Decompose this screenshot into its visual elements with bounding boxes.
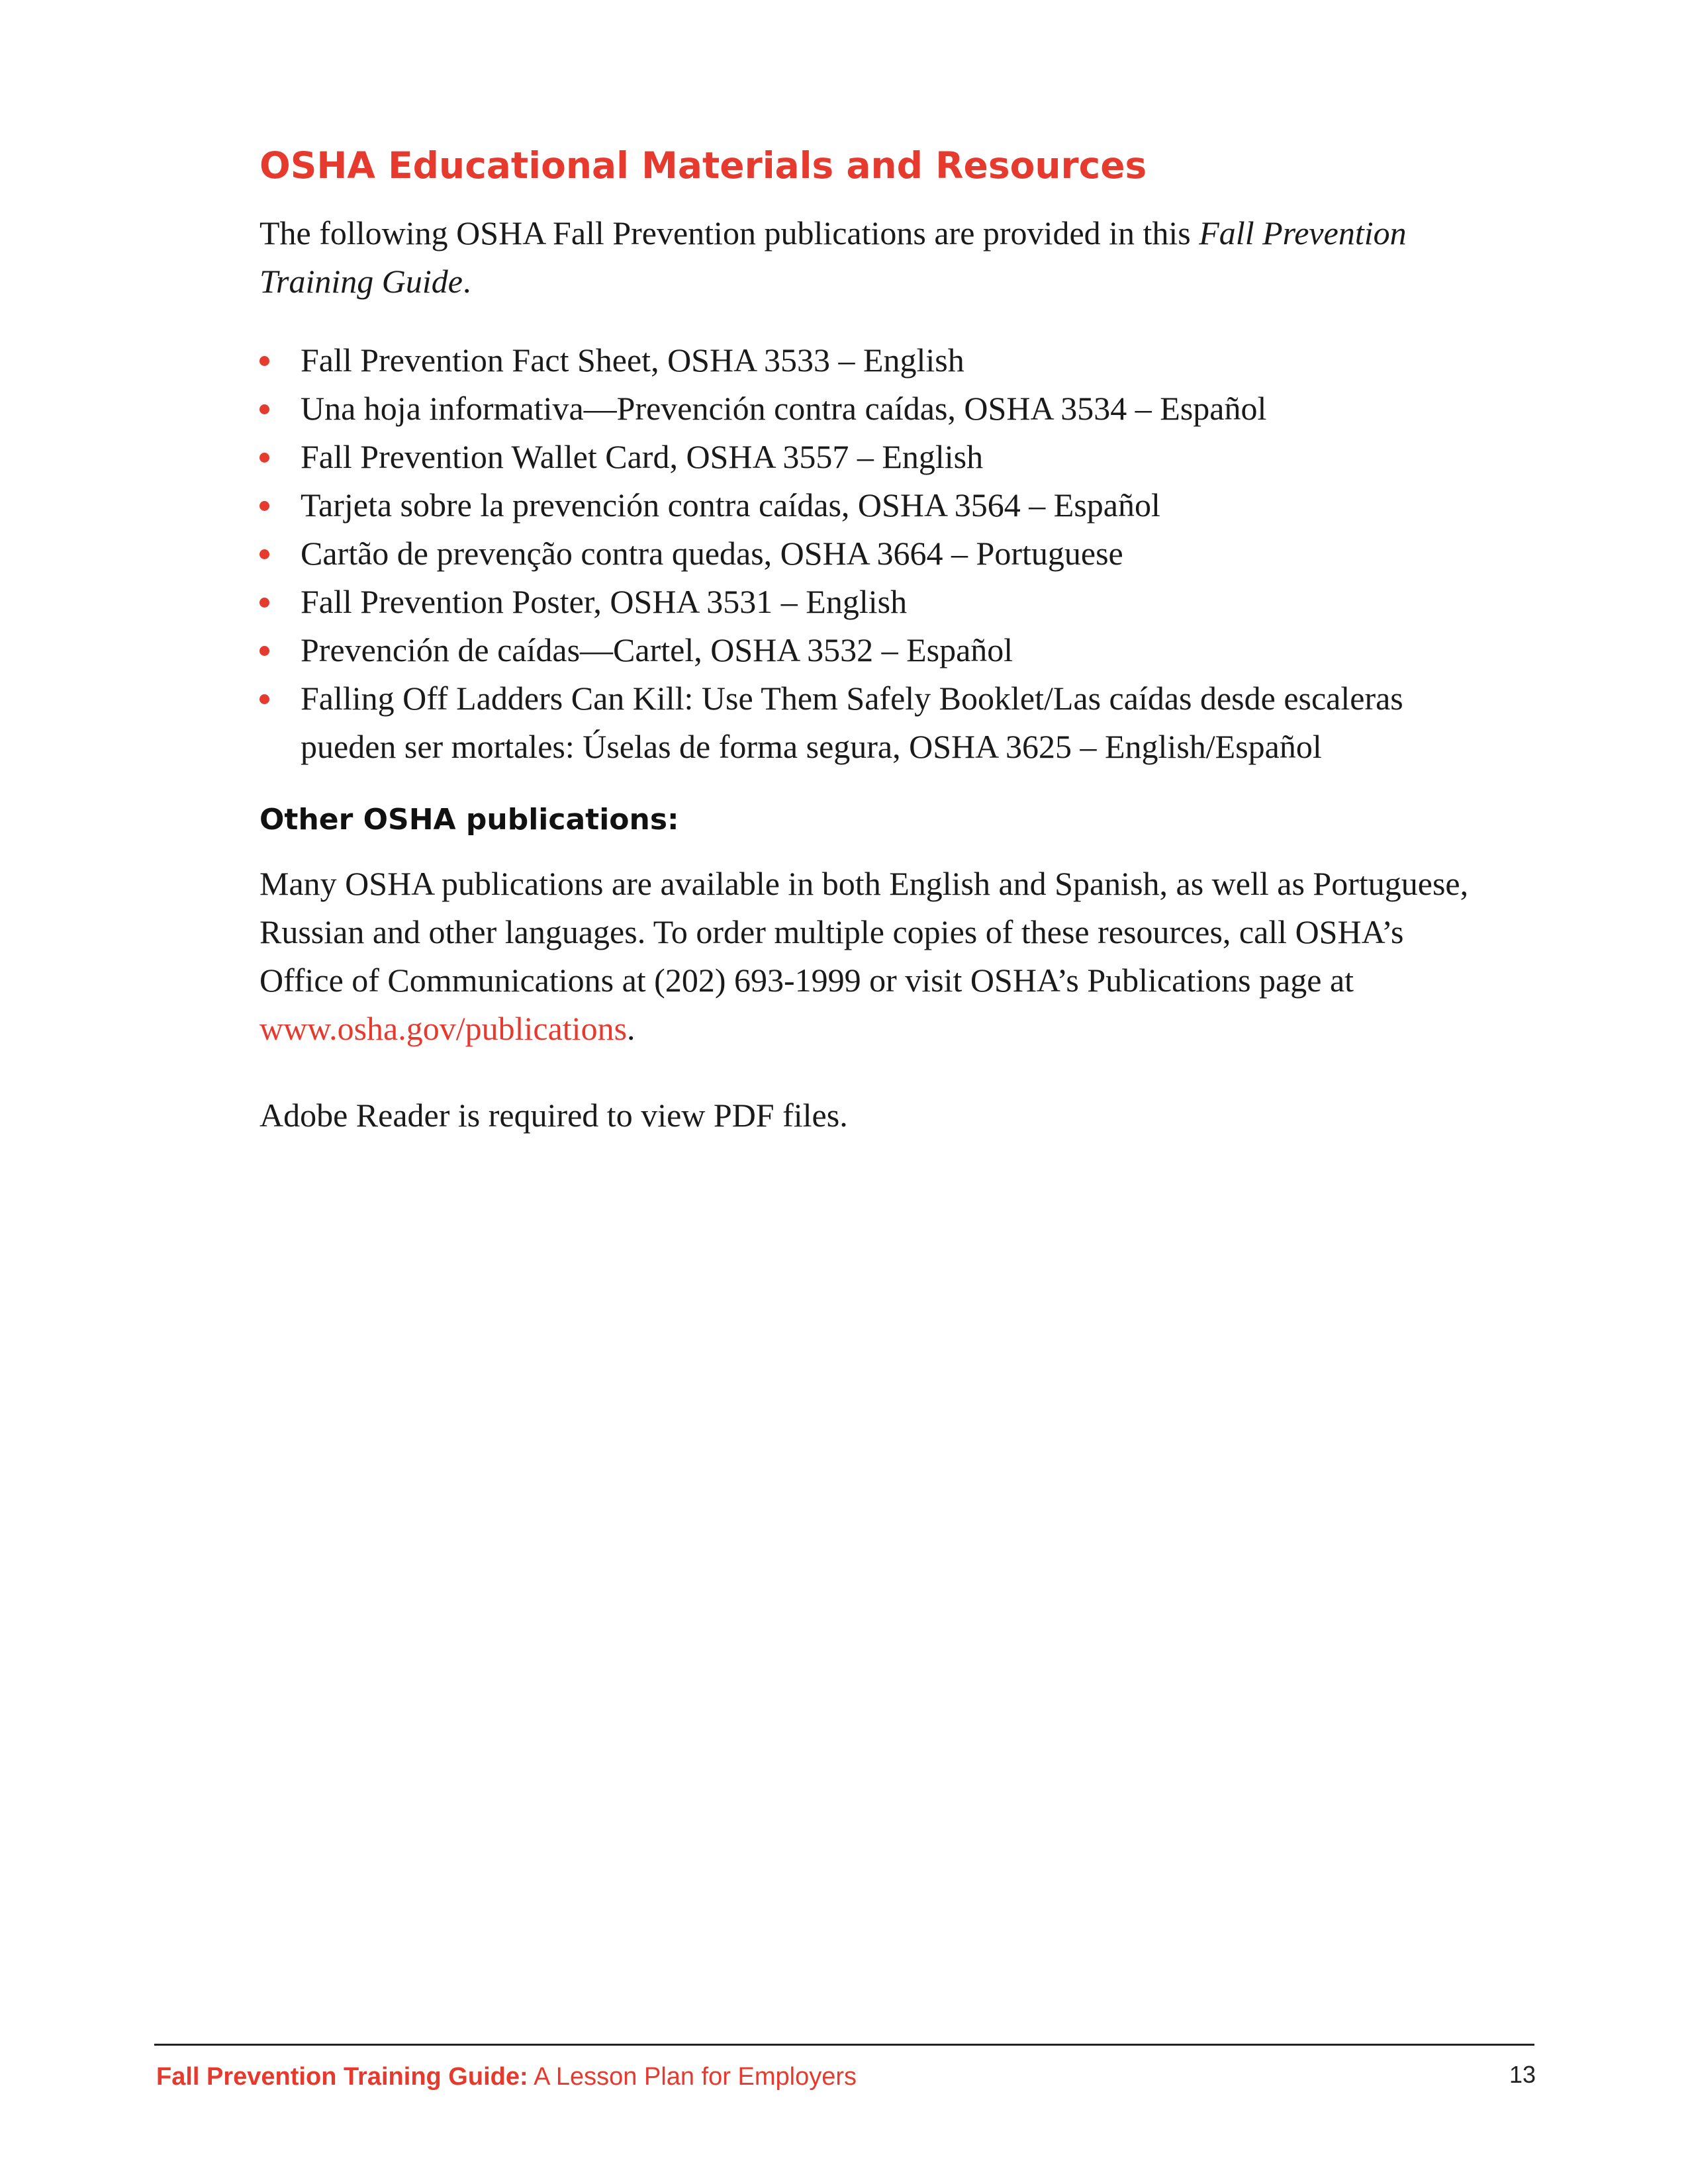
page-title: OSHA Educational Materials and Resources (259, 144, 1147, 187)
list-item (259, 578, 1471, 626)
publication-title: Fall Prevention Wallet Card, OSHA 3557 – English (301, 438, 984, 475)
bullet-icon (259, 501, 269, 511)
list-item (259, 674, 1471, 771)
list-item (259, 626, 1471, 674)
intro-end: . (462, 263, 471, 300)
intro-text: The following OSHA Fall Prevention publications are provided in this (259, 214, 1199, 251)
bullet-icon (259, 453, 269, 463)
publication-title: Fall Prevention Fact Sheet, OSHA 3533 – English (301, 341, 964, 379)
list-item (259, 481, 1471, 529)
publication-title: Una hoja informativa—Prevención contra caídas, OSHA 3534 – Español (301, 390, 1267, 427)
bullet-icon (259, 549, 269, 559)
publication-title: Cartão de prevenção contra quedas, OSHA 3664 – Portuguese (301, 535, 1123, 572)
other-text: Many OSHA publications are available in both English and Spanish, as well as Portuguese, Russian and other languages. To order multiple copies of these resources, call OSHA’s Office of Communications at (202) 693-1999 or visit OSHA’s Publications page at (259, 865, 1469, 999)
list-item (259, 336, 1471, 385)
adobe-note: Adobe Reader is required to view PDF files. (259, 1097, 848, 1134)
list-item (259, 385, 1471, 433)
page-content (259, 139, 1471, 1140)
publication-title: Prevención de caídas—Cartel, OSHA 3532 – Español (301, 631, 1013, 668)
publication-title: Fall Prevention Poster, OSHA 3531 – English (301, 583, 908, 620)
bullet-icon (259, 646, 269, 656)
section-heading: Other OSHA publications: (259, 803, 679, 837)
list-item (259, 433, 1471, 481)
intro-paragraph (259, 209, 1471, 306)
intro-guide-title: Fall Prevention Training Guide (259, 214, 1407, 300)
publication-title: Falling Off Ladders Can Kill: Use Them Safely Booklet/Las caídas desde escaleras pueden ser mortales: Úselas de forma segura, OSHA 3625 – English/Español (301, 680, 1403, 765)
footer-title-rest: A Lesson Plan for Employers (528, 2063, 857, 2091)
footer-title-bold: Fall Prevention Training Guide: (156, 2063, 528, 2091)
bullet-icon (259, 694, 269, 704)
publication-list (259, 336, 1471, 771)
other-publications-paragraph (259, 860, 1471, 1053)
publications-link[interactable]: www.osha.gov/publications (259, 1010, 628, 1047)
bullet-icon (259, 598, 269, 608)
footer-divider (154, 2044, 1534, 2046)
bullet-icon (259, 356, 269, 366)
list-item (259, 529, 1471, 578)
bullet-icon (259, 404, 269, 414)
other-end: . (627, 1010, 635, 1047)
footer-title (156, 2060, 857, 2093)
page-number: 13 (1509, 2061, 1536, 2088)
publication-title: Tarjeta sobre la prevención contra caídas, OSHA 3564 – Español (301, 486, 1160, 523)
